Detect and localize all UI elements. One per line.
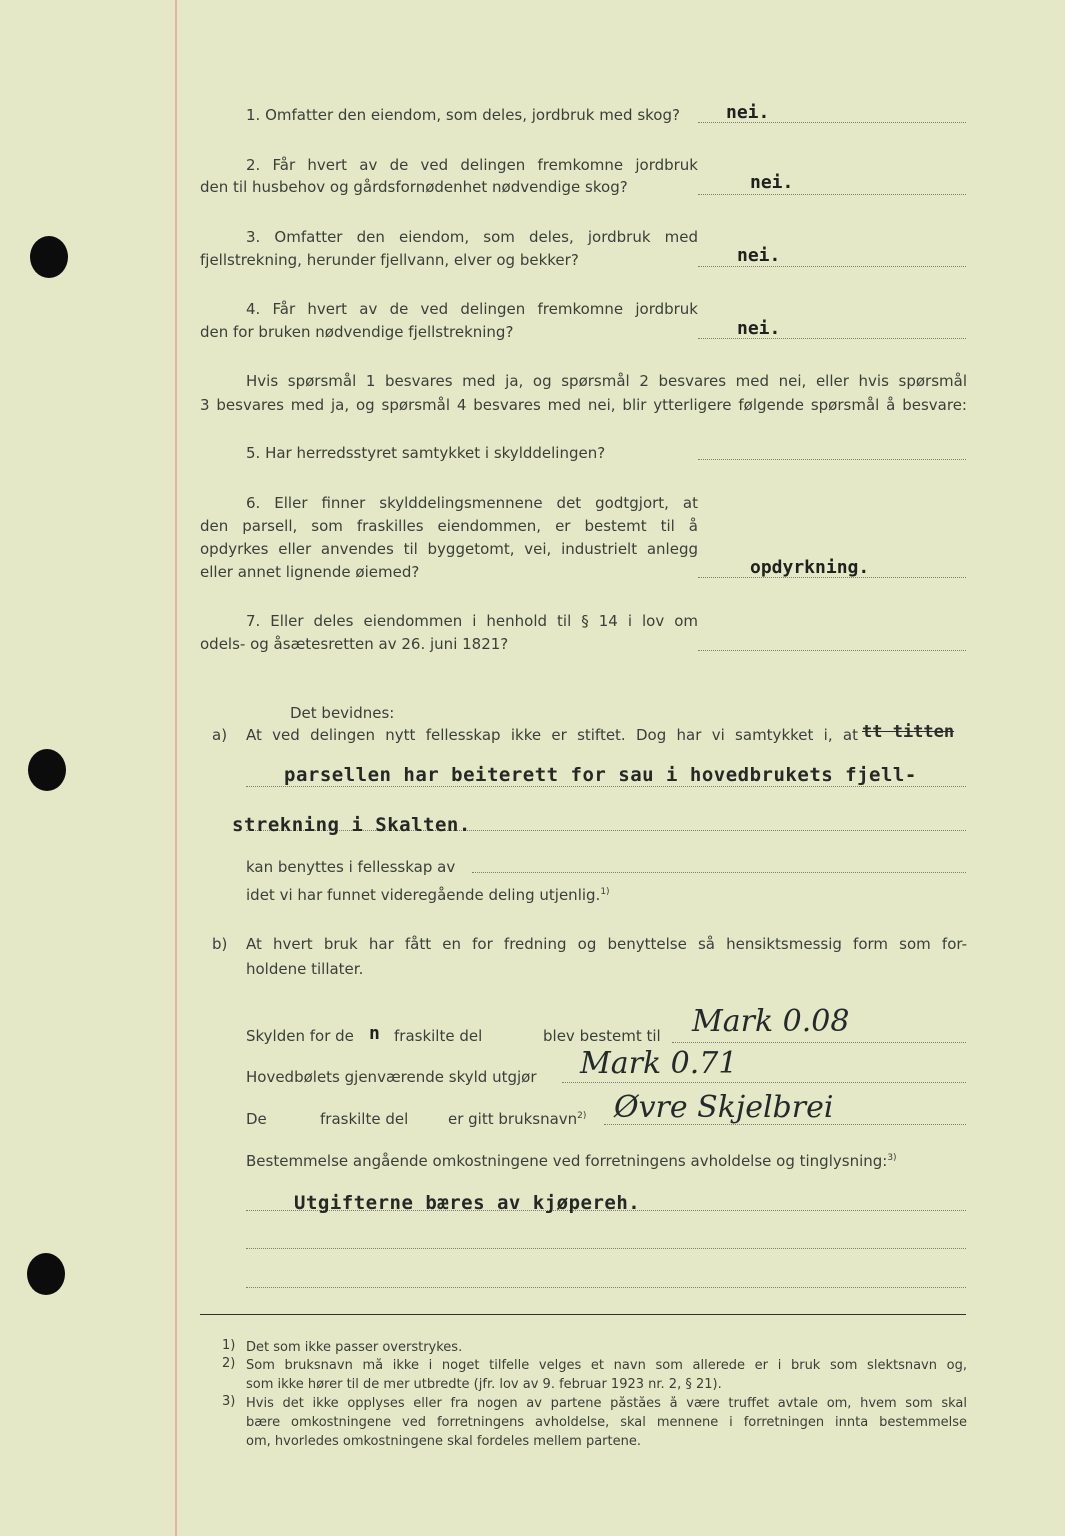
- footnote-3-line-2: bære omkostningene ved forretningens avholdelse, skal mennene i forretningen innta bestemmelse: [246, 1415, 967, 1430]
- question-6-answer: opdyrkning.: [750, 557, 870, 578]
- question-7-line-1: 7. Eller deles eiendommen i henhold til § 14 i lov om: [246, 612, 698, 630]
- bruksnavn-label-end: [448, 1110, 586, 1128]
- footnote-3-line-3: om, hvorledes omkostningene skal fordeles mellem partene.: [246, 1434, 641, 1449]
- bestemmelse-rule-2: [246, 1248, 966, 1249]
- punch-hole-bottom: [27, 1253, 65, 1295]
- typed-line-1-rule: [246, 786, 966, 787]
- question-3-line-1: 3. Omfatter den eiendom, som deles, jordbruk med: [246, 228, 698, 246]
- footnote-3-line-1: Hvis det ikke opplyses eller fra nogen av partene påståes å være truffet avtale om, hvem som skal: [246, 1396, 967, 1411]
- skyld-handwritten: Mark 0.08: [692, 1004, 850, 1039]
- idet-footnote-ref: 1): [600, 887, 610, 897]
- question-1-text: 1. Omfatter den eiendom, som deles, jordbruk med skog?: [246, 106, 680, 124]
- footnote-3-mark: 3): [222, 1394, 236, 1409]
- kan-benyttes-rule: [472, 872, 966, 873]
- bestemmelse-typed: Utgifterne bæres av kjøpereh.: [294, 1192, 641, 1214]
- bevidnes-b-line-2: holdene tillater.: [246, 960, 364, 978]
- skyld-rule: [672, 1042, 966, 1043]
- bevidnes-b-label: b): [212, 935, 228, 953]
- intro-line-1: Hvis spørsmål 1 besvares med ja, og spørsmål 2 besvares med nei, eller hvis spørsmål: [246, 372, 967, 390]
- question-7-answer-line: [698, 650, 966, 651]
- footnote-2-line-1: Som bruksnavn må ikke i noget tilfelle velges et navn som allerede er i bruk som slektsnavn og,: [246, 1358, 967, 1373]
- question-2-answer: nei.: [750, 172, 794, 193]
- bruksnavn-label-mid: fraskilte del: [320, 1110, 409, 1128]
- question-6-line-1: 6. Eller finner skylddelingsmennene det godtgjort, at: [246, 494, 698, 512]
- bruksnavn-label-end-text: er gitt bruksnavn: [448, 1110, 578, 1128]
- punch-hole-top: [30, 236, 68, 278]
- kan-benyttes-text: kan benyttes i fellesskap av: [246, 858, 456, 876]
- skyld-label-end: blev bestemt til: [543, 1027, 661, 1045]
- footnote-2-mark: 2): [222, 1356, 236, 1371]
- hovedbol-rule: [562, 1082, 966, 1083]
- question-4-line-1: 4. Får hvert av de ved delingen fremkomne jordbruk: [246, 300, 698, 318]
- punch-hole-middle: [28, 749, 66, 791]
- intro-line-2: 3 besvares med ja, og spørsmål 4 besvares med nei, blir ytterligere følgende spørsmål å besvare:: [200, 396, 967, 414]
- question-6-line-4: eller annet lignende øiemed?: [200, 563, 420, 581]
- typed-line-1: parsellen har beiterett for sau i hovedbrukets fjell-: [284, 764, 917, 786]
- footnote-1-mark: 1): [222, 1338, 236, 1353]
- question-2-line-1: 2. Får hvert av de ved delingen fremkomne jordbruk: [246, 156, 698, 174]
- bestemmelse-footnote-ref: 3): [887, 1153, 897, 1163]
- bruksnavn-handwritten: Øvre Skjelbrei: [614, 1090, 834, 1125]
- footnote-1-line-1: Det som ikke passer overstrykes.: [246, 1340, 463, 1355]
- question-6-line-3: opdyrkes eller anvendes til byggetomt, vei, industrielt anlegg: [200, 540, 698, 558]
- bevidnes-a-label: a): [212, 726, 228, 744]
- bevidnes-heading: Det bevidnes:: [290, 704, 395, 722]
- idet-text: [246, 886, 610, 904]
- question-5-answer-line: [698, 459, 966, 460]
- bevidnes-a-struck-text: tt titten: [862, 722, 955, 742]
- bruksnavn-footnote-ref: 2): [577, 1111, 587, 1121]
- skyld-label-start: Skylden for de: [246, 1027, 354, 1045]
- question-2-answer-line: [698, 194, 966, 195]
- question-4-answer: nei.: [737, 318, 781, 339]
- margin-line: [175, 0, 177, 1536]
- hovedbol-label: Hovedbølets gjenværende skyld utgjør: [246, 1068, 537, 1086]
- footnote-separator: [200, 1314, 966, 1315]
- bestemmelse-label: [246, 1152, 897, 1170]
- hovedbol-handwritten: Mark 0.71: [580, 1046, 738, 1081]
- question-4-line-2: den for bruken nødvendige fjellstrekning?: [200, 323, 514, 341]
- idet-text-content: idet vi har funnet videregående deling utjenlig.: [246, 886, 601, 904]
- question-2-line-2: den til husbehov og gårdsfornødenhet nødvendige skog?: [200, 178, 628, 196]
- typed-line-2: strekning i Skalten.: [232, 814, 471, 836]
- skyld-typed-n: n: [369, 1023, 380, 1044]
- footnote-2-line-2: som ikke hører til de mer utbredte (jfr. lov av 9. februar 1923 nr. 2, § 21).: [246, 1377, 722, 1392]
- bruksnavn-label-start: De: [246, 1110, 267, 1128]
- skyld-label-mid: fraskilte del: [394, 1027, 483, 1045]
- bevidnes-b-line-1: At hvert bruk har fått en for fredning og benyttelse så hensiktsmessig form som for-: [246, 935, 967, 953]
- bestemmelse-label-text: Bestemmelse angående omkostningene ved forretningens avholdelse og tinglysning:: [246, 1152, 888, 1170]
- question-7-line-2: odels- og åsætesretten av 26. juni 1821?: [200, 635, 509, 653]
- bevidnes-a-text: At ved delingen nytt fellesskap ikke er stiftet. Dog har vi samtykket i, at: [246, 726, 858, 744]
- question-6-line-2: den parsell, som fraskilles eiendommen, er bestemt til å: [200, 517, 698, 535]
- question-5-text: 5. Har herredsstyret samtykket i skylddelingen?: [246, 444, 606, 462]
- question-3-line-2: fjellstrekning, herunder fjellvann, elver og bekker?: [200, 251, 579, 269]
- bestemmelse-rule-3: [246, 1287, 966, 1288]
- question-3-answer-line: [698, 266, 966, 267]
- question-3-answer: nei.: [737, 245, 781, 266]
- question-1-answer: nei.: [726, 102, 770, 123]
